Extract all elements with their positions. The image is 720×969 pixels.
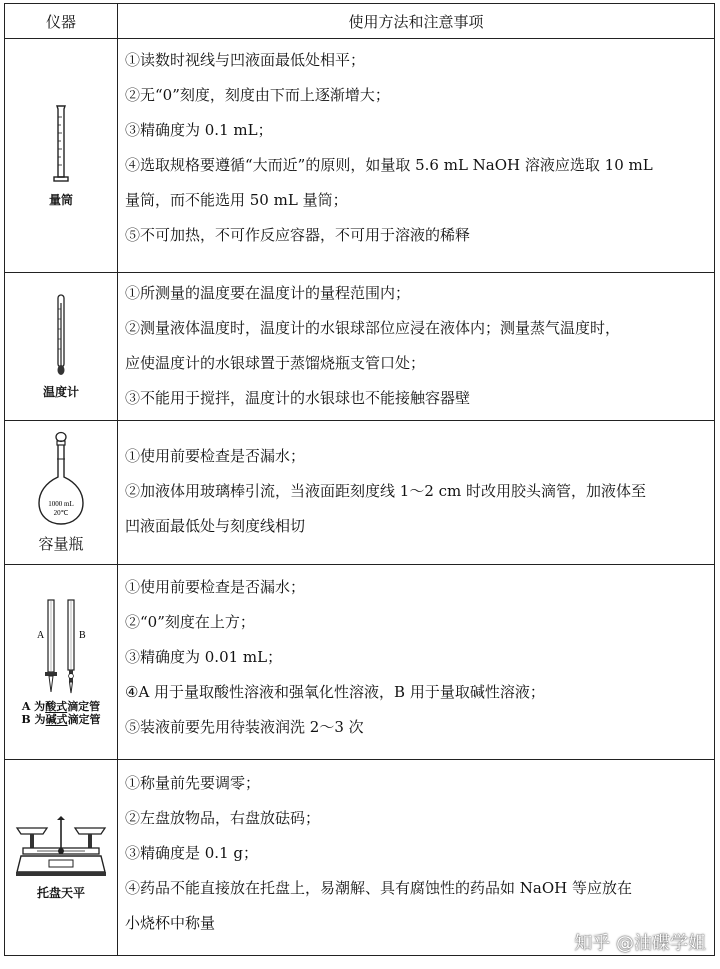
instrument-table	[4, 3, 715, 956]
note-line: ②左盘放物品，右盘放砝码；	[125, 809, 321, 827]
instrument-cell	[5, 421, 118, 565]
volumetric-flask-icon	[35, 431, 87, 527]
note-line: ③精确度为 0.01 mL；	[125, 648, 283, 666]
note-line: ①读数时视线与凹液面最低处相平；	[125, 51, 366, 69]
usage-notes	[118, 39, 715, 273]
note-line: ②测量液体温度时，温度计的水银球部位应浸在液体内；测量蒸气温度时，	[125, 319, 621, 337]
usage-notes	[118, 565, 715, 760]
usage-notes	[118, 421, 715, 565]
flask-capacity-label: 1000 mL	[48, 500, 74, 508]
table-row	[5, 273, 715, 421]
note-line: ③精确度是 0.1 g；	[125, 844, 258, 862]
note-line: ⑤不可加热，不可作反应容器，不可用于溶液的稀释	[125, 226, 471, 244]
note-line: ④选取规格要遵循“大而近”的原则，如量取 5.6 mL NaOH 溶液应选取 10 mL	[125, 156, 653, 174]
flask-temperature-label: 20℃	[53, 509, 69, 517]
watermark: 知乎 @油碟学姐	[574, 933, 706, 954]
burette-b-label: B	[79, 630, 86, 641]
burette-icon	[21, 598, 101, 696]
note-line: ②“0”刻度在上方；	[125, 613, 255, 631]
note-line: 量筒，而不能选用 50 mL 量筒；	[125, 191, 348, 209]
usage-notes	[118, 760, 715, 956]
note-line: ③精确度为 0.1 mL；	[125, 121, 273, 139]
header-usage-notes: 使用方法和注意事项	[118, 4, 715, 39]
note-line: ②加液体用玻璃棒引流，当液面距刻度线 1～2 cm 时改用胶头滴管，加液体至	[125, 482, 647, 500]
note-line: ⑤装液前要先用待装液润洗 2～3 次	[125, 718, 364, 736]
instrument-name: 温度计	[42, 385, 79, 399]
instrument-name: 容量瓶	[38, 535, 84, 553]
note-line: ④药品不能直接放在托盘上，易潮解、具有腐蚀性的药品如 NaOH 等应放在	[125, 879, 632, 897]
instrument-name: 托盘天平	[36, 886, 85, 900]
instrument-cell	[5, 565, 118, 760]
header-instrument: 仪器	[5, 4, 118, 39]
instrument-name: A 为酸式滴定管 B 为碱式滴定管	[21, 700, 101, 726]
usage-notes	[118, 273, 715, 421]
instrument-cell	[5, 760, 118, 956]
burette-a-label: A	[37, 630, 45, 641]
balance-scale-icon	[13, 814, 109, 878]
instrument-cell	[5, 39, 118, 273]
table-row	[5, 421, 715, 565]
table-row	[5, 39, 715, 273]
note-line: 凹液面最低处与刻度线相切	[125, 517, 306, 535]
table-header-row	[5, 4, 715, 39]
note-line: ③不能用于搅拌，温度计的水银球也不能接触容器壁	[125, 389, 471, 407]
thermometer-icon	[53, 293, 69, 377]
note-line: ①所测量的温度要在温度计的量程范围内；	[125, 284, 411, 302]
table-row	[5, 565, 715, 760]
table-row	[5, 760, 715, 956]
instrument-cell	[5, 273, 118, 421]
note-line: ①使用前要检查是否漏水；	[125, 578, 306, 596]
note-line: 小烧杯中称量	[125, 914, 216, 932]
note-line: 应使温度计的水银球置于蒸馏烧瓶支管口处；	[125, 354, 426, 372]
note-line: ①称量前先要调零；	[125, 774, 261, 792]
note-line: ④A 用于量取酸性溶液和强氧化性溶液，B 用于量取碱性溶液；	[125, 683, 545, 701]
instrument-name: 量筒	[48, 193, 73, 207]
note-line: ②无“0”刻度，刻度由下而上逐渐增大；	[125, 86, 390, 104]
note-line: ①使用前要检查是否漏水；	[125, 447, 306, 465]
graduated-cylinder-icon	[46, 103, 76, 185]
